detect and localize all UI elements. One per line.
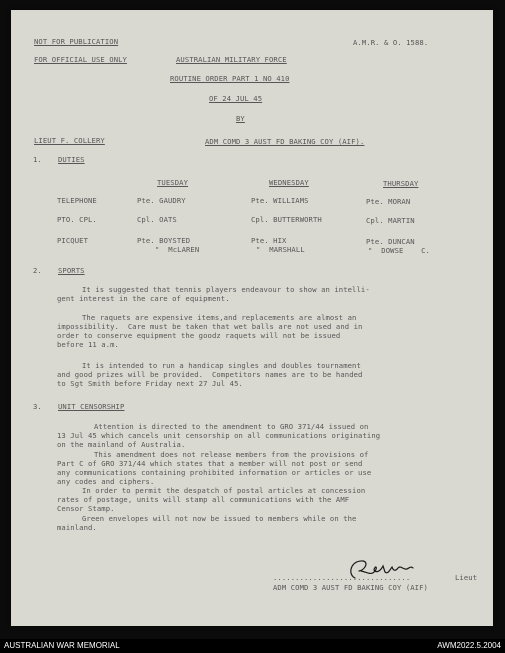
day-wednesday: WEDNESDAY (269, 178, 309, 187)
duty-role: PTO. CPL. (57, 215, 97, 224)
duty-cell: Pte. WILLIAMS (251, 196, 309, 205)
section-1-heading: DUTIES (58, 155, 85, 164)
duty-cell: " McLAREN (155, 245, 200, 254)
sports-text-line: It is suggested that tennis players endeavour to show an intelli- (82, 285, 370, 294)
censorship-text-line: any codes and ciphers. (57, 477, 155, 486)
censorship-text-line: Green envelopes will not now be issued to members while on the (82, 514, 357, 523)
censorship-text-line: Attention is directed to the amendment to GRO 371/44 issued on (94, 422, 369, 431)
signature-dots: ............................... (273, 573, 411, 582)
sports-text-line: It is intended to run a handicap singles and doubles tournament (82, 361, 361, 370)
day-tuesday: TUESDAY (157, 178, 188, 187)
censorship-text-line: This amendment does not release members from the provisions of (94, 450, 369, 459)
signature-rank: Lieut (455, 573, 478, 582)
censorship-text-line: Part C of GRO 371/44 which states that a member will not post or send (57, 459, 363, 468)
section-1-number: 1. (33, 155, 42, 164)
duty-role: PICQUET (57, 236, 88, 245)
section-2-heading: SPORTS (58, 266, 85, 275)
sports-text-line: and good prizes will be provided. Competitors names are to be handed (57, 370, 363, 379)
handwritten-signature (345, 556, 425, 582)
document-page (11, 10, 493, 626)
sports-text-line: gent interest in the care of equipment. (57, 294, 230, 303)
duty-cell: Cpl. BUTTERWORTH (251, 215, 322, 224)
censorship-text-line: mainland. (57, 523, 97, 532)
day-thursday: THURSDAY (383, 179, 419, 188)
duty-cell: Pte. GAUDRY (137, 196, 186, 205)
duty-cell: Pte. HIX (251, 236, 287, 245)
reference-number: A.M.R. & O. 1588. (353, 38, 429, 47)
censorship-text-line: In order to permit the despatch of postal articles at concession (82, 486, 366, 495)
section-3-number: 3. (33, 402, 42, 411)
order-title: ROUTINE ORDER PART 1 NO 410 (170, 74, 290, 83)
order-date: OF 24 JUL 45 (209, 94, 263, 103)
force-title: AUSTRALIAN MILITARY FORCE (176, 55, 287, 64)
sports-text-line: before 11 a.m. (57, 340, 119, 349)
by-label: BY (236, 114, 245, 123)
sports-text-line: to Sgt Smith before Friday next 27 Jul 45. (57, 379, 243, 388)
sports-text-line: The raquets are expensive items,and replacements are almost an (82, 313, 357, 322)
footer-catalog-id: AWM2022.5.2004 (437, 641, 501, 650)
signature-unit: ADM COMD 3 AUST FD BAKING COY (AIF) (273, 583, 428, 592)
footer-archive-name: AUSTRALIAN WAR MEMORIAL (4, 641, 120, 650)
duty-role: TELEPHONE (57, 196, 97, 205)
duty-cell: Pte. BOYSTED (137, 236, 191, 245)
duty-cell: " MARSHALL (256, 245, 305, 254)
duty-cell: Cpl. MARTIN (366, 216, 415, 225)
censorship-text-line: Censor Stamp. (57, 504, 115, 513)
restriction-line-1: NOT FOR PUBLICATION (34, 37, 119, 46)
duty-cell: Pte. DUNCAN (366, 237, 415, 246)
duty-cell: " DOWSE C. (368, 246, 430, 255)
censorship-text-line: on the mainland of Australia. (57, 440, 186, 449)
section-2-number: 2. (33, 266, 42, 275)
censorship-text-line: any communications containing prohibited information or articles or use (57, 468, 372, 477)
officer-name: LIEUT F. COLLERY (34, 136, 105, 145)
unit-name: ADM COMD 3 AUST FD BAKING COY (AIF). (205, 137, 365, 146)
sports-text-line: impossibility. Care must be taken that wet balls are not used and in (57, 322, 363, 331)
section-3-heading: UNIT CENSORSHIP (58, 402, 125, 411)
censorship-text-line: 13 Jul 45 which cancels unit censorship on all communications originating (57, 431, 381, 440)
restriction-line-2: FOR OFFICIAL USE ONLY (34, 55, 127, 64)
duty-cell: Cpl. OATS (137, 215, 177, 224)
duty-cell: Pte. MORAN (366, 197, 411, 206)
sports-text-line: order to conserve equipment the goodz raquets will not be issued (57, 331, 341, 340)
censorship-text-line: rates of postage, units will stamp all communications with the AMF (57, 495, 350, 504)
